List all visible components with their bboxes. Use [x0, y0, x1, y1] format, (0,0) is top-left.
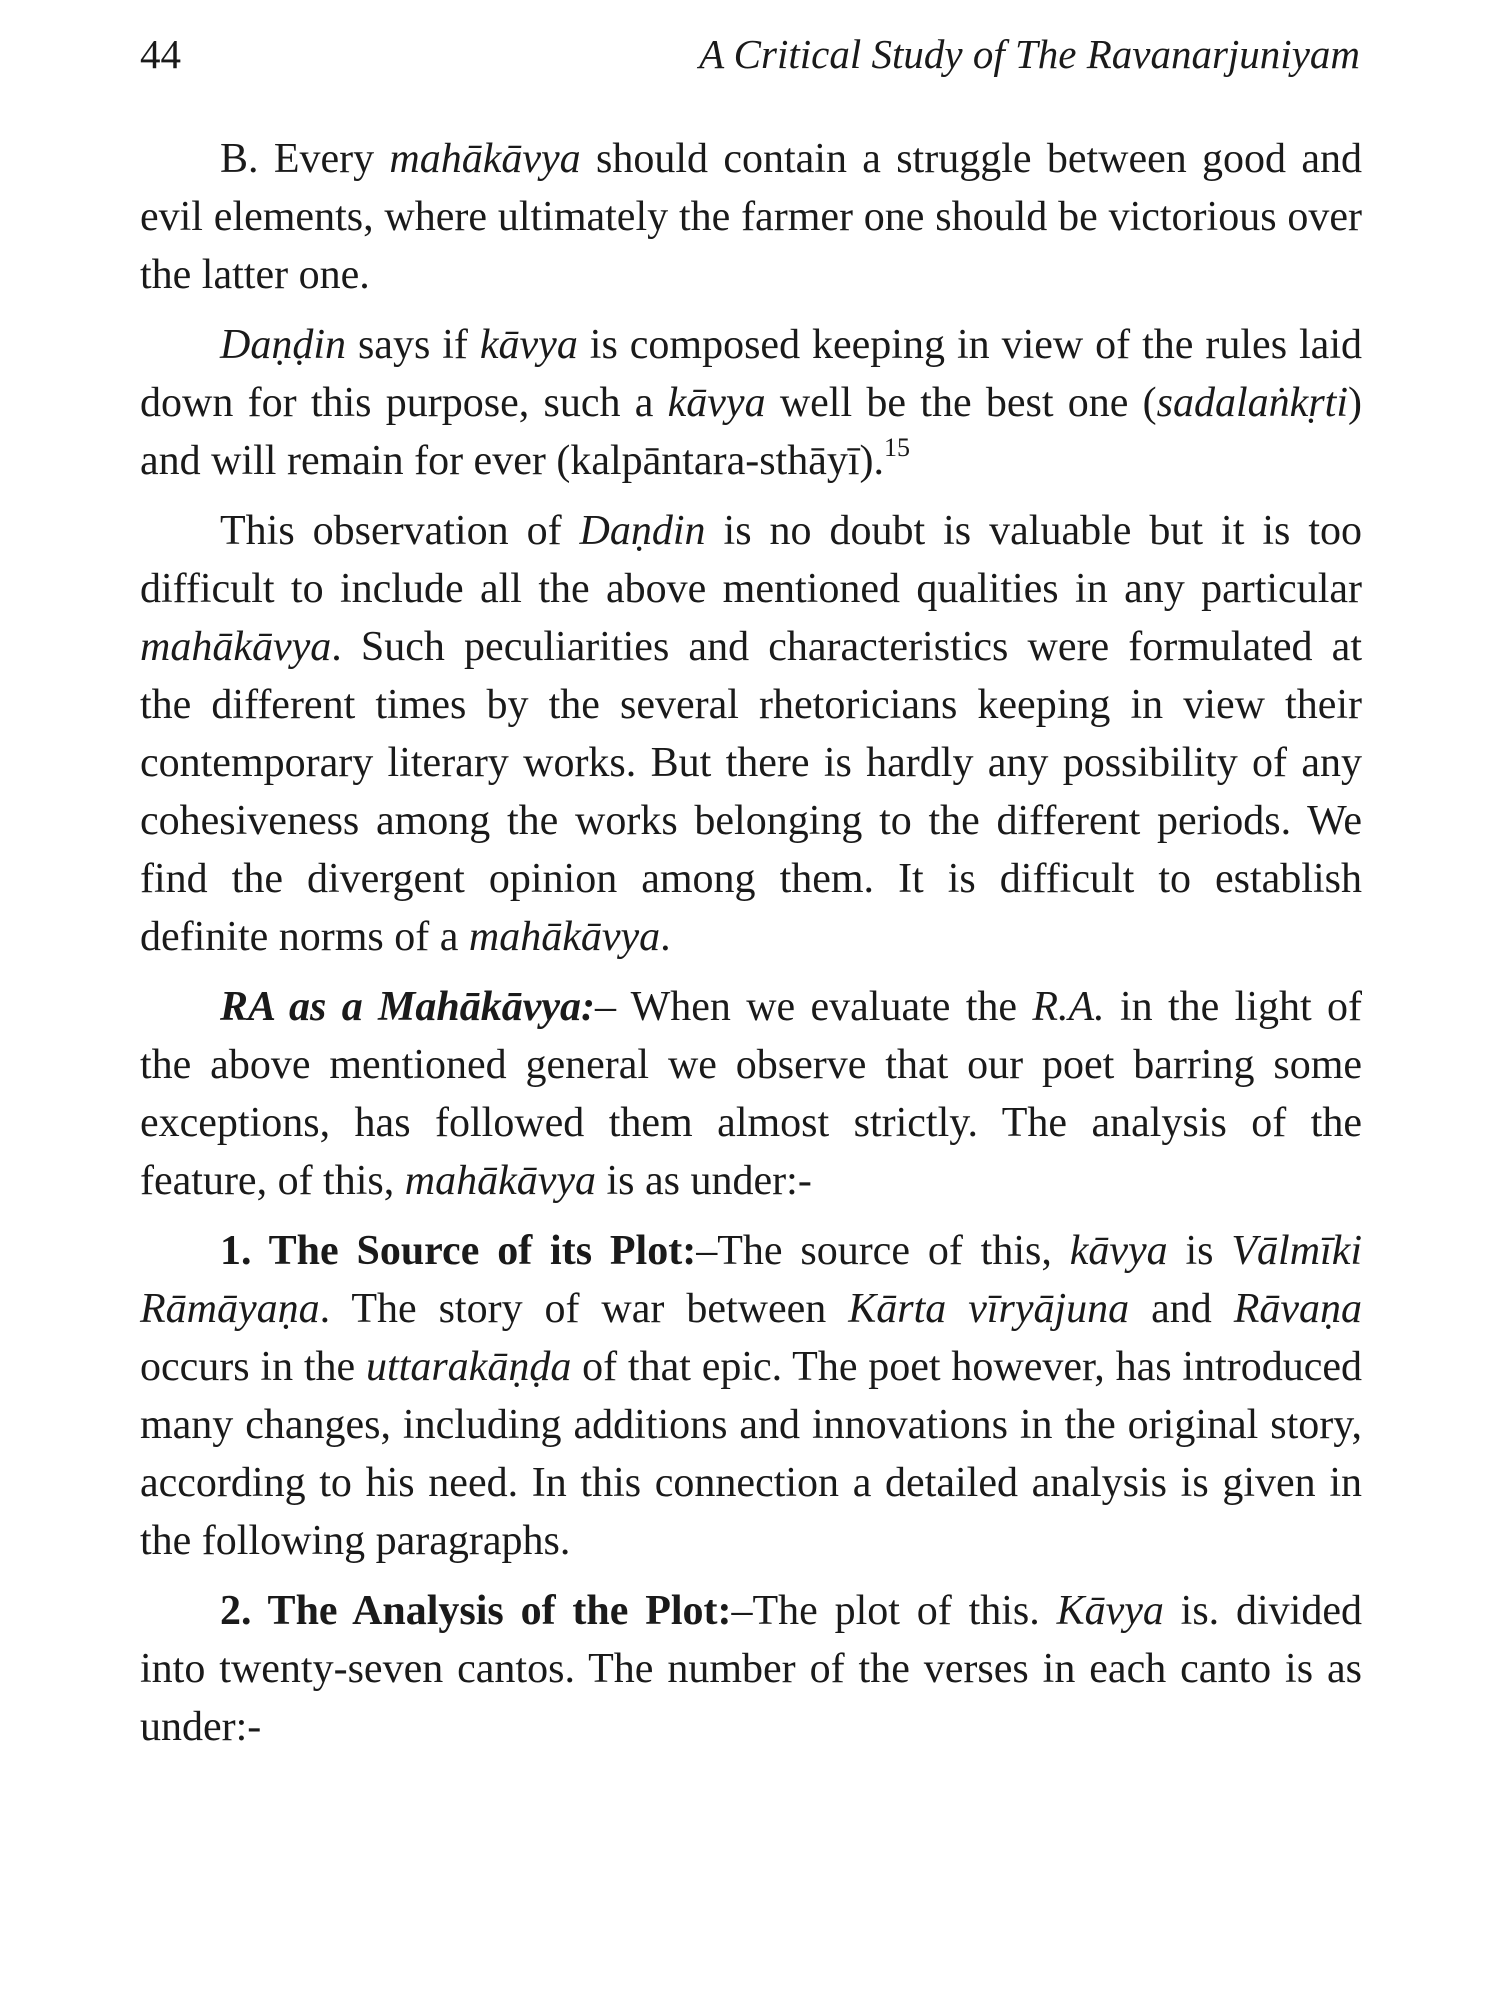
text-run: B. Every [220, 136, 390, 182]
italic-term: mahākāvya [389, 136, 581, 182]
text-run: is [1167, 1228, 1232, 1274]
italic-term: uttarakāṇḍa [366, 1344, 572, 1390]
running-title: A Critical Study of The Ravanarjuniyam [699, 31, 1360, 77]
text-run: . [660, 914, 671, 960]
running-header [140, 26, 1360, 82]
italic-term: sadalaṅkṛti [1156, 380, 1349, 426]
paragraph-3 [140, 502, 1362, 966]
italic-term: Daṇdin [579, 508, 706, 554]
italic-term: kāvya [667, 380, 766, 426]
italic-term: Vālmīki Rāmāyaṇa [140, 1228, 1363, 1332]
page-number: 44 [140, 31, 181, 77]
italic-term: R.A. [1032, 984, 1105, 1030]
paragraph-5 [140, 1222, 1362, 1570]
text-run: of that epic. The poet however, has introduced many changes, including additions and innovations in the original story, according to his need. In this connection a detailed analysis is given in the following paragraphs. [140, 1344, 1363, 1564]
italic-term: mahākāvya [468, 914, 661, 960]
text-run: says if [346, 322, 480, 368]
text-run: – When we evaluate the [595, 984, 1033, 1030]
italic-term: Daṇḍin [220, 322, 346, 368]
text-run: occurs in the [140, 1344, 366, 1390]
section-heading: 2. The Analysis of the Plot: [220, 1588, 732, 1634]
text-run: is composed keeping in view of the rules laid down for this purpose, such a [140, 322, 1362, 426]
section-heading: 1. The Source of its Plot: [220, 1228, 697, 1274]
paragraph-6 [140, 1582, 1362, 1756]
text-run: –The plot of this. [731, 1588, 1057, 1634]
paragraph-4 [140, 978, 1362, 1210]
body-text [140, 130, 1362, 1768]
italic-term: Kārta vīryājuna [848, 1286, 1130, 1332]
text-run: . Such peculiarities and characteristics were formulated at the different times by the several rhetoricians keeping in view their contemporary literary works. But there is hardly any possibility of any cohesiveness among the works belonging to the different periods. We find the divergent opinion among them. It is difficult to establish definite norms of a [140, 624, 1362, 960]
text-run: –The source of this, [696, 1228, 1070, 1274]
text-run: in the light of the above mentioned general we observe that our poet barring some exceptions, has followed them almost strictly. The analysis of the feature, of this, [140, 984, 1362, 1204]
text-run: is. divided into twenty-seven cantos. The number of the verses in each canto is as under:- [140, 1588, 1362, 1750]
text-run: and [1129, 1286, 1234, 1332]
italic-term: mahākāvya [404, 1158, 597, 1204]
text-run: ) and will remain for ever (kalpāntara-sthāyī). [140, 380, 1363, 484]
italic-term: mahākāvya [140, 624, 332, 670]
footnote-marker: 15 [884, 433, 911, 462]
paragraph-1 [140, 130, 1362, 304]
paragraph-2 [140, 316, 1362, 490]
text-run: well be the best one ( [765, 380, 1157, 426]
text-run: . The story of war between [319, 1286, 849, 1332]
text-run: This observation of [220, 508, 580, 554]
italic-term: Kāvya [1056, 1588, 1164, 1634]
italic-term: kāvya [479, 322, 578, 368]
italic-term: kāvya [1069, 1228, 1168, 1274]
section-heading: RA as a Mahākāvya: [220, 984, 596, 1030]
text-run: is as under:- [596, 1158, 812, 1204]
text-run: is no doubt is valuable but it is too difficult to include all the above mentioned qualities in any particular [140, 508, 1362, 612]
italic-term: Rāvaṇa [1233, 1286, 1362, 1332]
text-run: should contain a struggle between good and evil elements, where ultimately the farmer one should be victorious over the latter one. [140, 136, 1363, 298]
